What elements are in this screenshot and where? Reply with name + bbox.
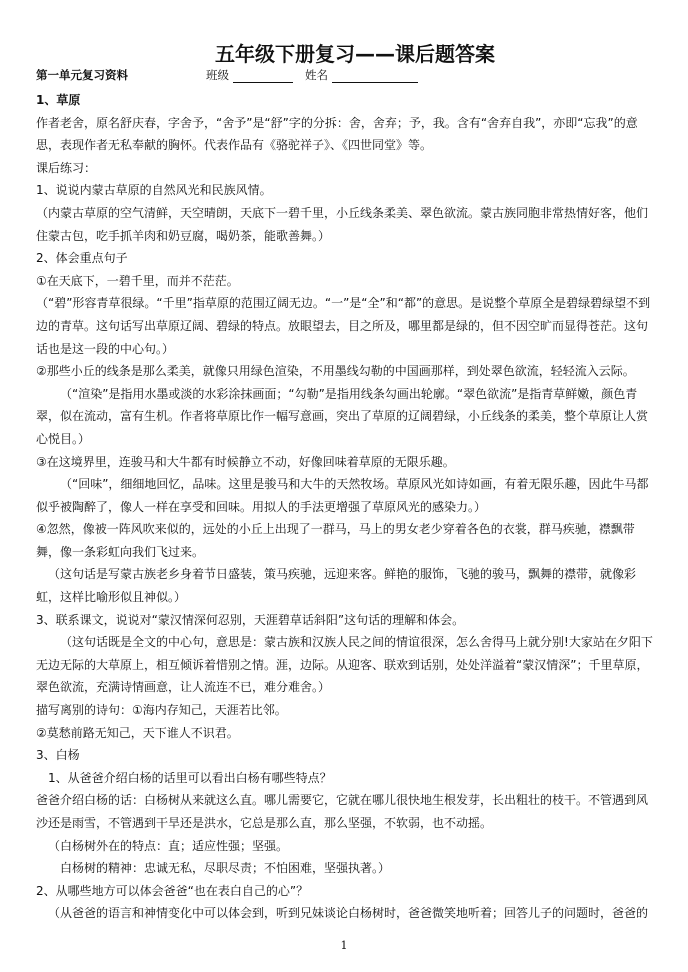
question: 2、体会重点句子 — [36, 251, 128, 266]
question: 3、联系课文，说说对“蒙汉情深何忍别，天涯碧草话斜阳”这句话的理解和体会。 — [36, 612, 465, 627]
paragraph: 爸爸介绍白杨的话：白杨树从来就这么直。哪儿需要它，它就在哪儿很快地生根发芽，长出粗壮的枝干。不管遇到风沙还是雨雪，不管遇到干旱还是洪水，它总是那么直，那么坚强，不软弱，也不动摇。 — [36, 793, 649, 830]
answer: （这句话既是全文的中心句，意思是：蒙古族和汉族人民之间的情谊很深，怎么舍得马上就分别!大家站在夕阳下无边无际的大草原上，相互倾诉着惜别之情。涯，边际。从迎客、联欢到话别，处处洋溢着“蒙汉情深”；千里草原，翠色欲流，充满诗情画意，让人流连不已，难分难舍。） — [36, 635, 653, 695]
name-blank — [332, 70, 418, 83]
paragraph: 描写离别的诗句：①海内存知己，天涯若比邻。 — [36, 703, 287, 718]
key-sentence: ①在天底下，一碧千里，而并不茫茫。 — [36, 273, 239, 288]
answer: （这句话是写蒙古族老乡身着节日盛装，策马疾驰，远迎来客。鲜艳的服饰，飞驰的骏马，飘舞的襟带，就像彩虹，这样比喻形似且神似。） — [36, 567, 637, 605]
answer: （“碧”形容青草很绿。“千里”指草原的范围辽阔无边。“一”是“全”和“都”的意思。是说整个草原全是碧绿碧绿望不到边的青草。这句话写出草原辽阔、碧绿的特点。放眼望去，目之所及，哪里都是绿的，但不因空旷而显得苍茫。这句话也是这一段的中心句。） — [36, 296, 651, 356]
question: 2、从哪些地方可以体会爸爸“也在表白自己的心”？ — [36, 883, 309, 898]
name-label: 姓名 — [305, 68, 328, 82]
paragraph: 课后练习： — [36, 160, 97, 175]
header-info — [36, 67, 656, 83]
class-blank — [233, 70, 293, 83]
document-body — [36, 89, 656, 925]
answer: （“回味”，细细地回忆，品味。这里是骏马和大牛的天然牧场。草原风光如诗如画，有着无限乐趣，因此牛马都似乎被陶醉了，像人一样在享受和回味。用拟人的手法更增强了草原风光的感染力。） — [36, 477, 649, 514]
answer: 白杨树的精神：忠诚无私，尽职尽责；不怕困难，坚强执著。） — [60, 861, 391, 876]
section-heading: 3、白杨 — [36, 748, 80, 763]
key-sentence: ④忽然，像被一阵风吹来似的，远处的小丘上出现了一群马，马上的男女老少穿着各色的衣裳，群马疾驰，襟飘带舞，像一条彩虹向我们飞过来。 — [36, 522, 635, 559]
paragraph: ②莫愁前路无知己，天下谁人不识君。 — [36, 725, 239, 740]
question: 1、从爸爸介绍白杨的话里可以看出白杨有哪些特点？ — [48, 770, 332, 785]
page-number: 1 — [340, 939, 348, 952]
answer: （从爸爸的语言和神情变化中可以体会到，听到兄妹谈论白杨树时，爸爸微笑地听着；回答儿子的问题时，爸爸的 — [48, 906, 649, 921]
answer: （“渲染”是指用水墨或淡的水彩涂抹画面；“勾勒”是指用线条勾画出轮廓。“翠色欲流”是指青草鲜嫩，颜色青翠，似在流动，富有生机。作者将草原比作一幅写意画，突出了草原的辽阔碧绿，小丘线条的柔美，整个草原让人赏心悦目。） — [36, 386, 649, 446]
key-sentence: ③在这境界里，连骏马和大牛都有时候静立不动，好像回味着草原的无限乐趣。 — [36, 454, 455, 469]
answer: （内蒙古草原的空气清鲜，天空晴朗，天底下一碧千里，小丘线条柔美、翠色欲流。蒙古族同胞非常热情好客，他们住蒙古包，吃手抓羊肉和奶豆腐，喝奶茶，能歌善舞。） — [36, 205, 649, 243]
answer: （白杨树外在的特点：直；适应性强；坚强。 — [48, 838, 289, 853]
class-label: 班级 — [206, 68, 229, 82]
paragraph: 作者老舍，原名舒庆春，字舍予，“舍予”是“舒”字的分拆：舍，舍弃；予，我。含有“舍弃自我”，亦即“忘我”的意思，表现作者无私奉献的胸怀。代表作品有《骆驼祥子》、《四世同堂》等。 — [36, 115, 638, 153]
page-title: 五年级下册复习——课后题答案 — [215, 42, 495, 66]
section-heading: 1、草原 — [36, 93, 81, 107]
question: 1、说说内蒙古草原的自然风光和民族风情。 — [36, 183, 272, 198]
key-sentence: ②那些小丘的线条是那么柔美，就像只用绿色渲染，不用墨线勾勒的中国画那样，到处翠色欲流，轻轻流入云际。 — [36, 364, 635, 379]
unit-subtitle: 第一单元复习资料 — [36, 68, 128, 82]
